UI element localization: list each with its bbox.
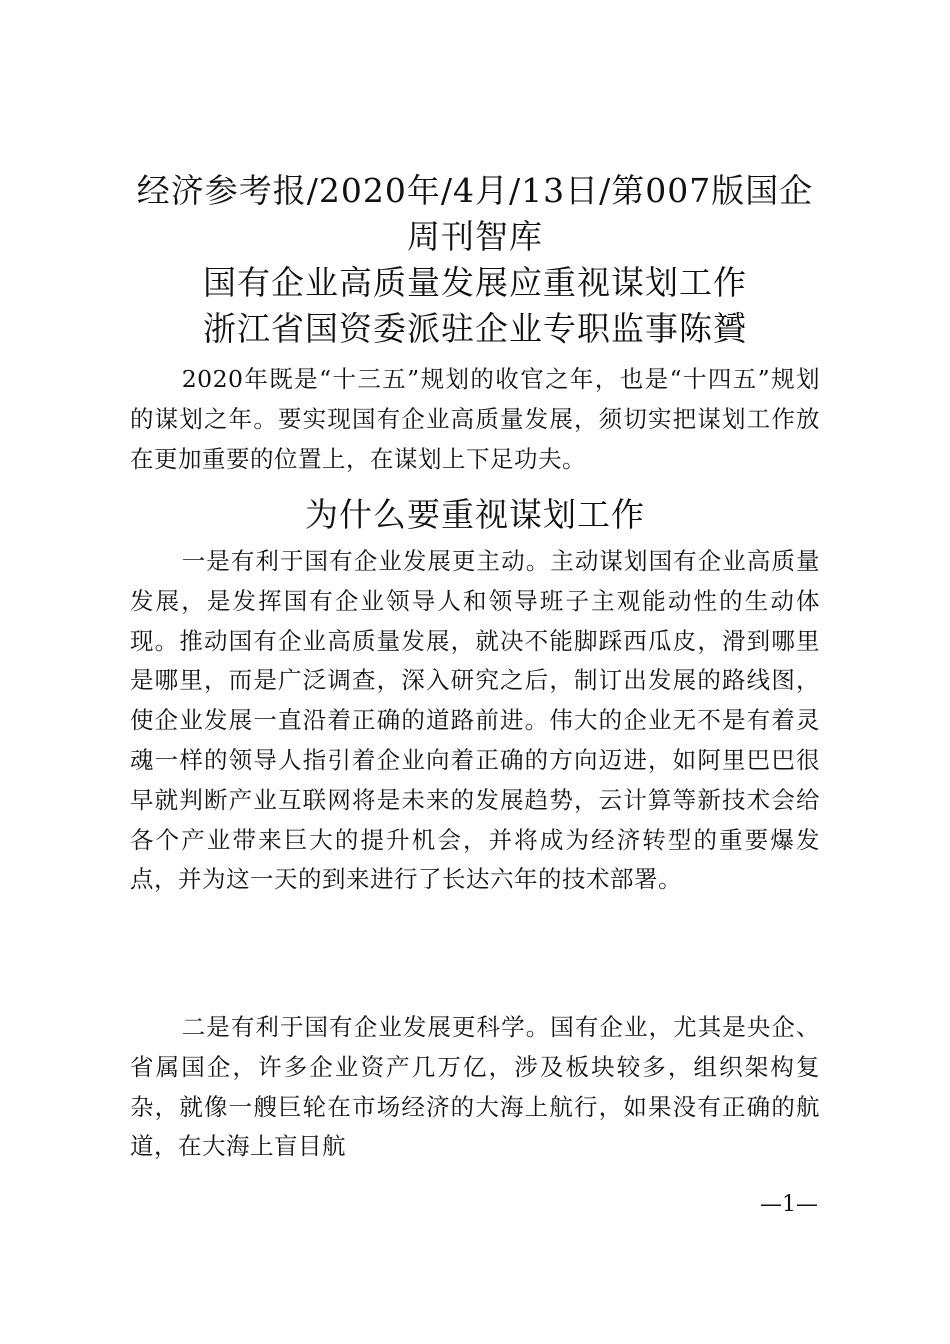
source-line: 经济参考报/2020年/4月/13日/第007版国企 <box>136 171 814 210</box>
body-paragraph-two: 二是有利于国有企业发展更科学。国有企业，尤其是央企、省属国企，许多企业资产几万亿，涉及板块较多，组织架构复杂，就像一艘巨轮在市场经济的大海上航行，如果没有正确的航道，在大海上盲目航 <box>130 1013 820 1161</box>
section-heading: 为什么要重视谋划工作 <box>305 495 645 534</box>
article-title: 国有企业高质量发展应重视谋划工作 <box>203 263 747 302</box>
page-number: —1— <box>760 1192 818 1217</box>
title-block <box>130 168 820 352</box>
source-line-continued: 周刊智库 <box>407 217 543 256</box>
body-paragraph-one: 一是有利于国有企业发展更主动。主动谋划国有企业高质量发展，是发挥国有企业领导人和领导班子主观能动性的生动体现。推动国有企业高质量发展，就决不能脚踩西瓜皮，滑到哪里是哪里，而是广泛调查，深入研究之后，制订出发展的路线图，使企业发展一直沿着正确的道路前进。伟大的企业无不是有着灵魂一样的领导人指引着企业向着正确的方向迈进，如阿里巴巴很早就判断产业互联网将是未来的发展趋势，云计算等新技术会给各个产业带来巨大的提升机会，并将成为经济转型的重要爆发点，并为这一天的到来进行了长达六年的技术部署。 <box>130 547 820 894</box>
author-line: 浙江省国资委派驻企业专职监事陈贇 <box>203 309 747 348</box>
intro-paragraph: 2020年既是“十三五”规划的收官之年，也是“十四五”规划的谋划之年。要实现国有企业高质量发展，须切实把谋划工作放在更加重要的位置上，在谋划上下足功夫。 <box>130 365 820 473</box>
